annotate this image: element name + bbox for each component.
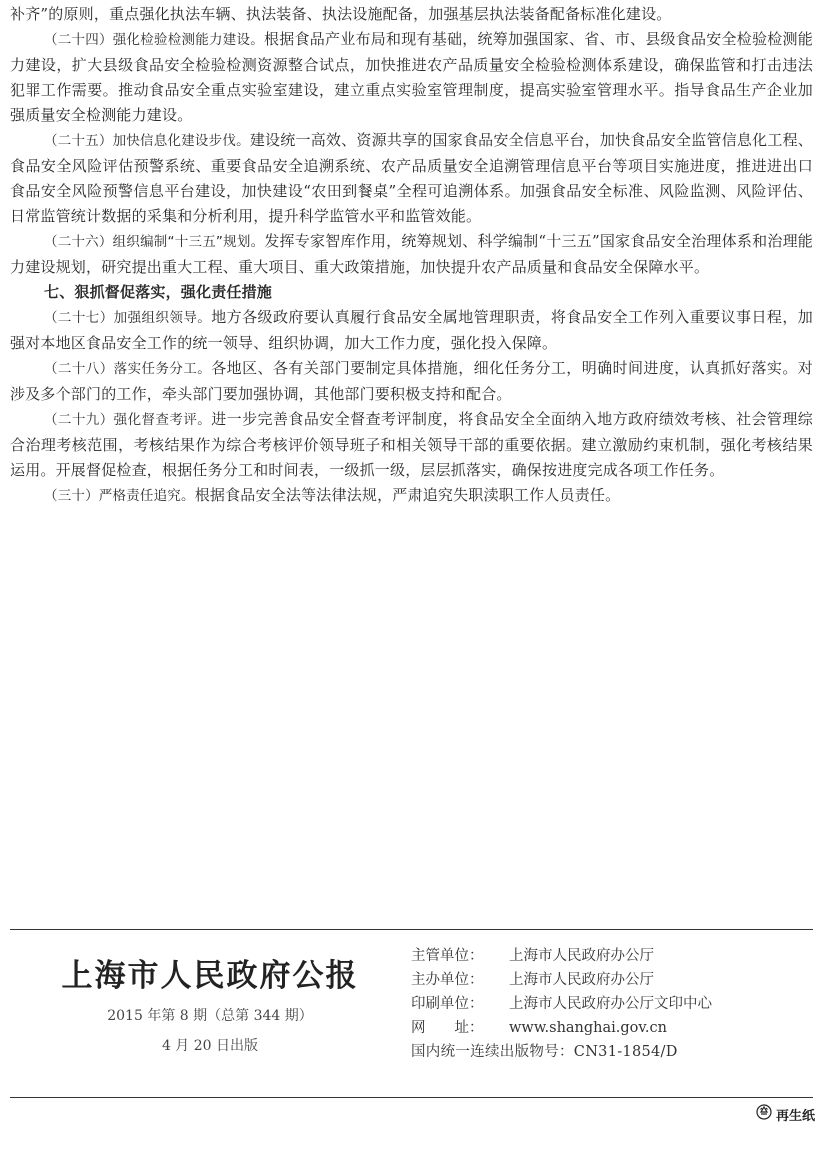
imprint-serial: [411, 1040, 811, 1064]
paragraph-item-24: [10, 27, 813, 128]
item-lead: （二十八）落实任务分工。: [44, 361, 212, 377]
imprint-label: 网 址：: [411, 1020, 484, 1036]
document-body: [10, 2, 813, 509]
issue-number: 2015 年第 8 期（总第 344 期）: [107, 1008, 313, 1024]
publication-date: 4 月 20 日出版: [161, 1038, 259, 1054]
paragraph-item-30: [10, 483, 813, 509]
item-lead: （二十七）加强组织领导。: [44, 310, 212, 326]
imprint-sponsor: [411, 968, 811, 992]
paragraph-item-29: [10, 407, 813, 483]
item-text: 各地区、各有关部门要制定具体措施，细化任务分工，明确时间进度，认真抓好落实。对涉及多个部门的工作，牵头部门要加强协调，其他部门要积极支持和配合。: [10, 359, 813, 403]
item-lead: （二十五）加快信息化建设步伐。: [44, 133, 250, 149]
item-text: 地方各级政府要认真履行食品安全属地管理职责，将食品安全工作列入重要议事日程，加强对本地区食品安全工作的统一领导、组织协调，加大工作力度，强化投入保障。: [10, 308, 813, 352]
imprint-value: 上海市人民政府办公厅文印中心: [509, 996, 712, 1012]
paragraph-item-27: [10, 305, 813, 356]
item-text: 根据食品安全法等法律法规，严肃追究失职渎职工作人员责任。: [194, 486, 621, 504]
item-lead: （三十）严格责任追究。: [44, 488, 195, 504]
imprint-label: 主办单位：: [411, 972, 484, 988]
imprint-supervisor: [411, 944, 811, 968]
paragraph-item-26: [10, 229, 813, 280]
paragraph-item-28: [10, 356, 813, 407]
item-text: 建设统一高效、资源共享的国家食品安全信息平台，加快食品安全监管信息化工程、食品安全风险评估预警系统、重要食品安全追溯系统、农产品质量安全追溯管理信息平台等项目实施进度，推进进出口食品安全风险预警信息平台建设，加快建设“农田到餐桌”全程可追溯体系。加强食品安全标准、风险监测、风险评估、日常监管统计数据的采集和分析利用，提升科学监管水平和监管效能。: [10, 131, 814, 225]
item-text: 发挥专家智库作用，统筹规划、科学编制“十三五”国家食品安全治理体系和治理能力建设规划，研究提出重大工程、重大项目、重大政策措施，加快提升农产品质量和食品安全保障水平。: [10, 232, 813, 276]
imprint-block: [411, 944, 811, 1064]
intro-line: 补齐”的原则，重点强化执法车辆、执法装备、执法设施配备，加强基层执法装备配备标准化建设。: [10, 5, 672, 23]
item-text: 根据食品产业布局和现有基础，统筹加强国家、省、市、县级食品安全检验检测能力建设，扩大县级食品安全检验检测资源整合试点，加快推进农产品质量安全检验检测体系建设，确保监管和打击违法犯罪工作需要。推动食品安全重点实验室建设，建立重点实验室管理制度，提高实验室管理水平。指导食品生产企业加强质量安全检测能力建设。: [10, 30, 813, 124]
recycled-paper-mark: [756, 1104, 815, 1124]
recycle-icon: [756, 1104, 772, 1124]
footer-bottom-rule: [10, 1097, 813, 1098]
masthead: [40, 950, 380, 1055]
serial-number: 国内统一连续出版物号：CN31-1854/D: [411, 1044, 678, 1060]
footer-top-rule: [10, 929, 813, 930]
publication-title: 上海市人民政府公报: [61, 958, 359, 994]
website-link[interactable]: www.shanghai.gov.cn: [509, 1020, 667, 1036]
recycled-paper-label: 再生纸: [775, 1108, 815, 1124]
item-lead: （二十四）强化检验检测能力建设。: [44, 32, 265, 48]
section-heading: 七、狠抓督促落实，强化责任措施: [44, 283, 273, 301]
imprint-label: 主管单位：: [411, 948, 484, 964]
imprint-label: 印刷单位：: [411, 996, 484, 1012]
imprint-value: 上海市人民政府办公厅: [509, 972, 654, 988]
item-lead: （二十六）组织编制“十三五”规划。: [44, 234, 265, 250]
paragraph-item-25: [10, 128, 813, 229]
item-lead: （二十九）强化督查考评。: [44, 412, 212, 428]
imprint-website: [411, 1016, 811, 1040]
imprint-printer: [411, 992, 811, 1016]
item-text: 进一步完善食品安全督查考评制度，将食品安全全面纳入地方政府绩效考核、社会管理综合治理考核范围，考核结果作为综合考核评价领导班子和相关领导干部的重要依据。建立激励约束机制，强化考核结果运用。开展督促检查，根据任务分工和时间表，一级抓一级，层层抓落实，确保按进度完成各项工作任务。: [10, 410, 813, 479]
imprint-value: 上海市人民政府办公厅: [509, 948, 654, 964]
